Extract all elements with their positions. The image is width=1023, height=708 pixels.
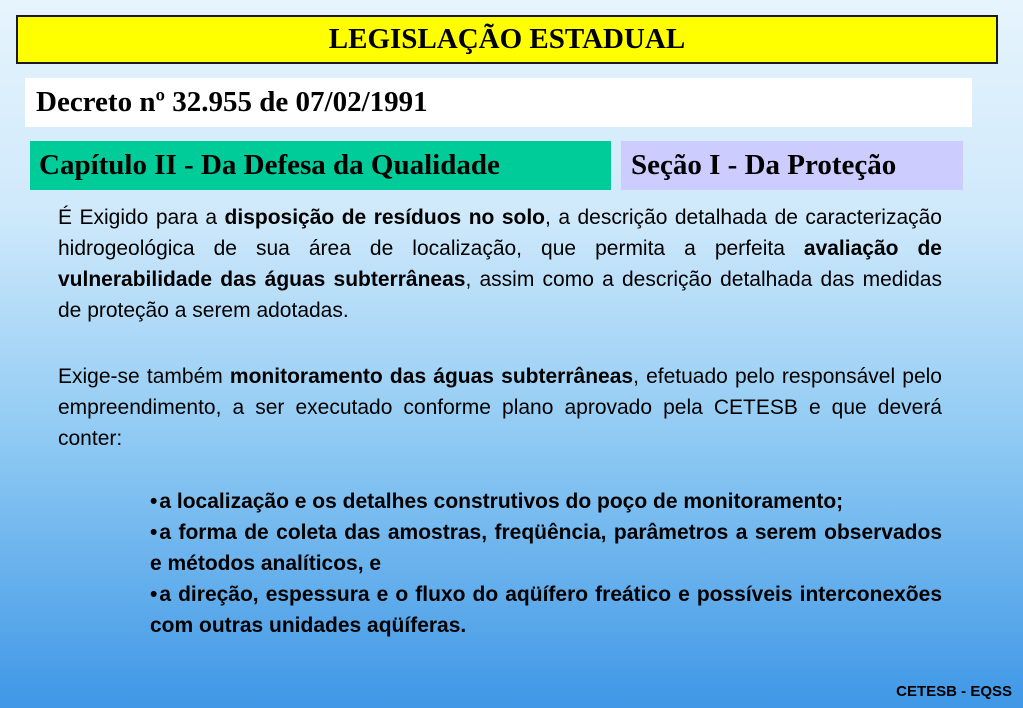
list-item-text: a forma de coleta das amostras, freqüência, parâmetros a serem observados e métodos analíticos, e [150,521,942,575]
requirements-list [150,486,942,641]
bullet-icon: • [150,521,158,544]
decree-label: Decreto nº 32.955 de 07/02/1991 [36,86,428,118]
list-item [150,579,942,641]
chapter-banner [30,141,611,190]
list-item [150,517,942,579]
paragraph-requirement [58,202,942,326]
paragraph1-text-2: , a descrição detalhada de caracterização hidrogeológica de sua área de localização, que permita a perfeita [58,206,942,260]
paragraph-monitoring [58,361,942,454]
bullet-icon: • [150,490,158,513]
list-item-text: a direção, espessura e o fluxo do aqüífero freático e possíveis interconexões com outras unidades aqüíferas. [150,583,942,637]
paragraph2-text-2: , efetuado pelo responsável pelo empreendimento, a ser executado conforme plano aprovado pela CETESB e que deverá conter: [58,365,942,450]
paragraph2-text-1: Exige-se também [58,365,230,388]
paragraph1-bold-1: disposição de resíduos no solo [224,206,546,229]
page-title-banner [16,15,998,64]
list-item [150,486,942,517]
section-label: Seção I - Da Proteção [631,149,897,181]
section-banner [621,141,963,190]
paragraph1-bold-2: avaliação de vulnerabilidade das águas subterrâneas [58,237,942,291]
footer-label: CETESB - EQSS [896,683,1012,700]
paragraph1-text-3: , assim como a descrição detalhada das medidas de proteção a serem adotadas. [58,268,942,322]
paragraph1-text-1: É Exigido para a [58,206,225,229]
bullet-icon: • [150,583,158,606]
chapter-label: Capítulo II - Da Defesa da Qualidade [39,149,500,181]
decree-banner [25,78,972,127]
paragraph2-bold-1: monitoramento das águas subterrâneas [229,365,634,388]
page-title: LEGISLAÇÃO ESTADUAL [328,23,686,55]
list-item-text: a localização e os detalhes construtivos do poço de monitoramento; [159,490,844,513]
